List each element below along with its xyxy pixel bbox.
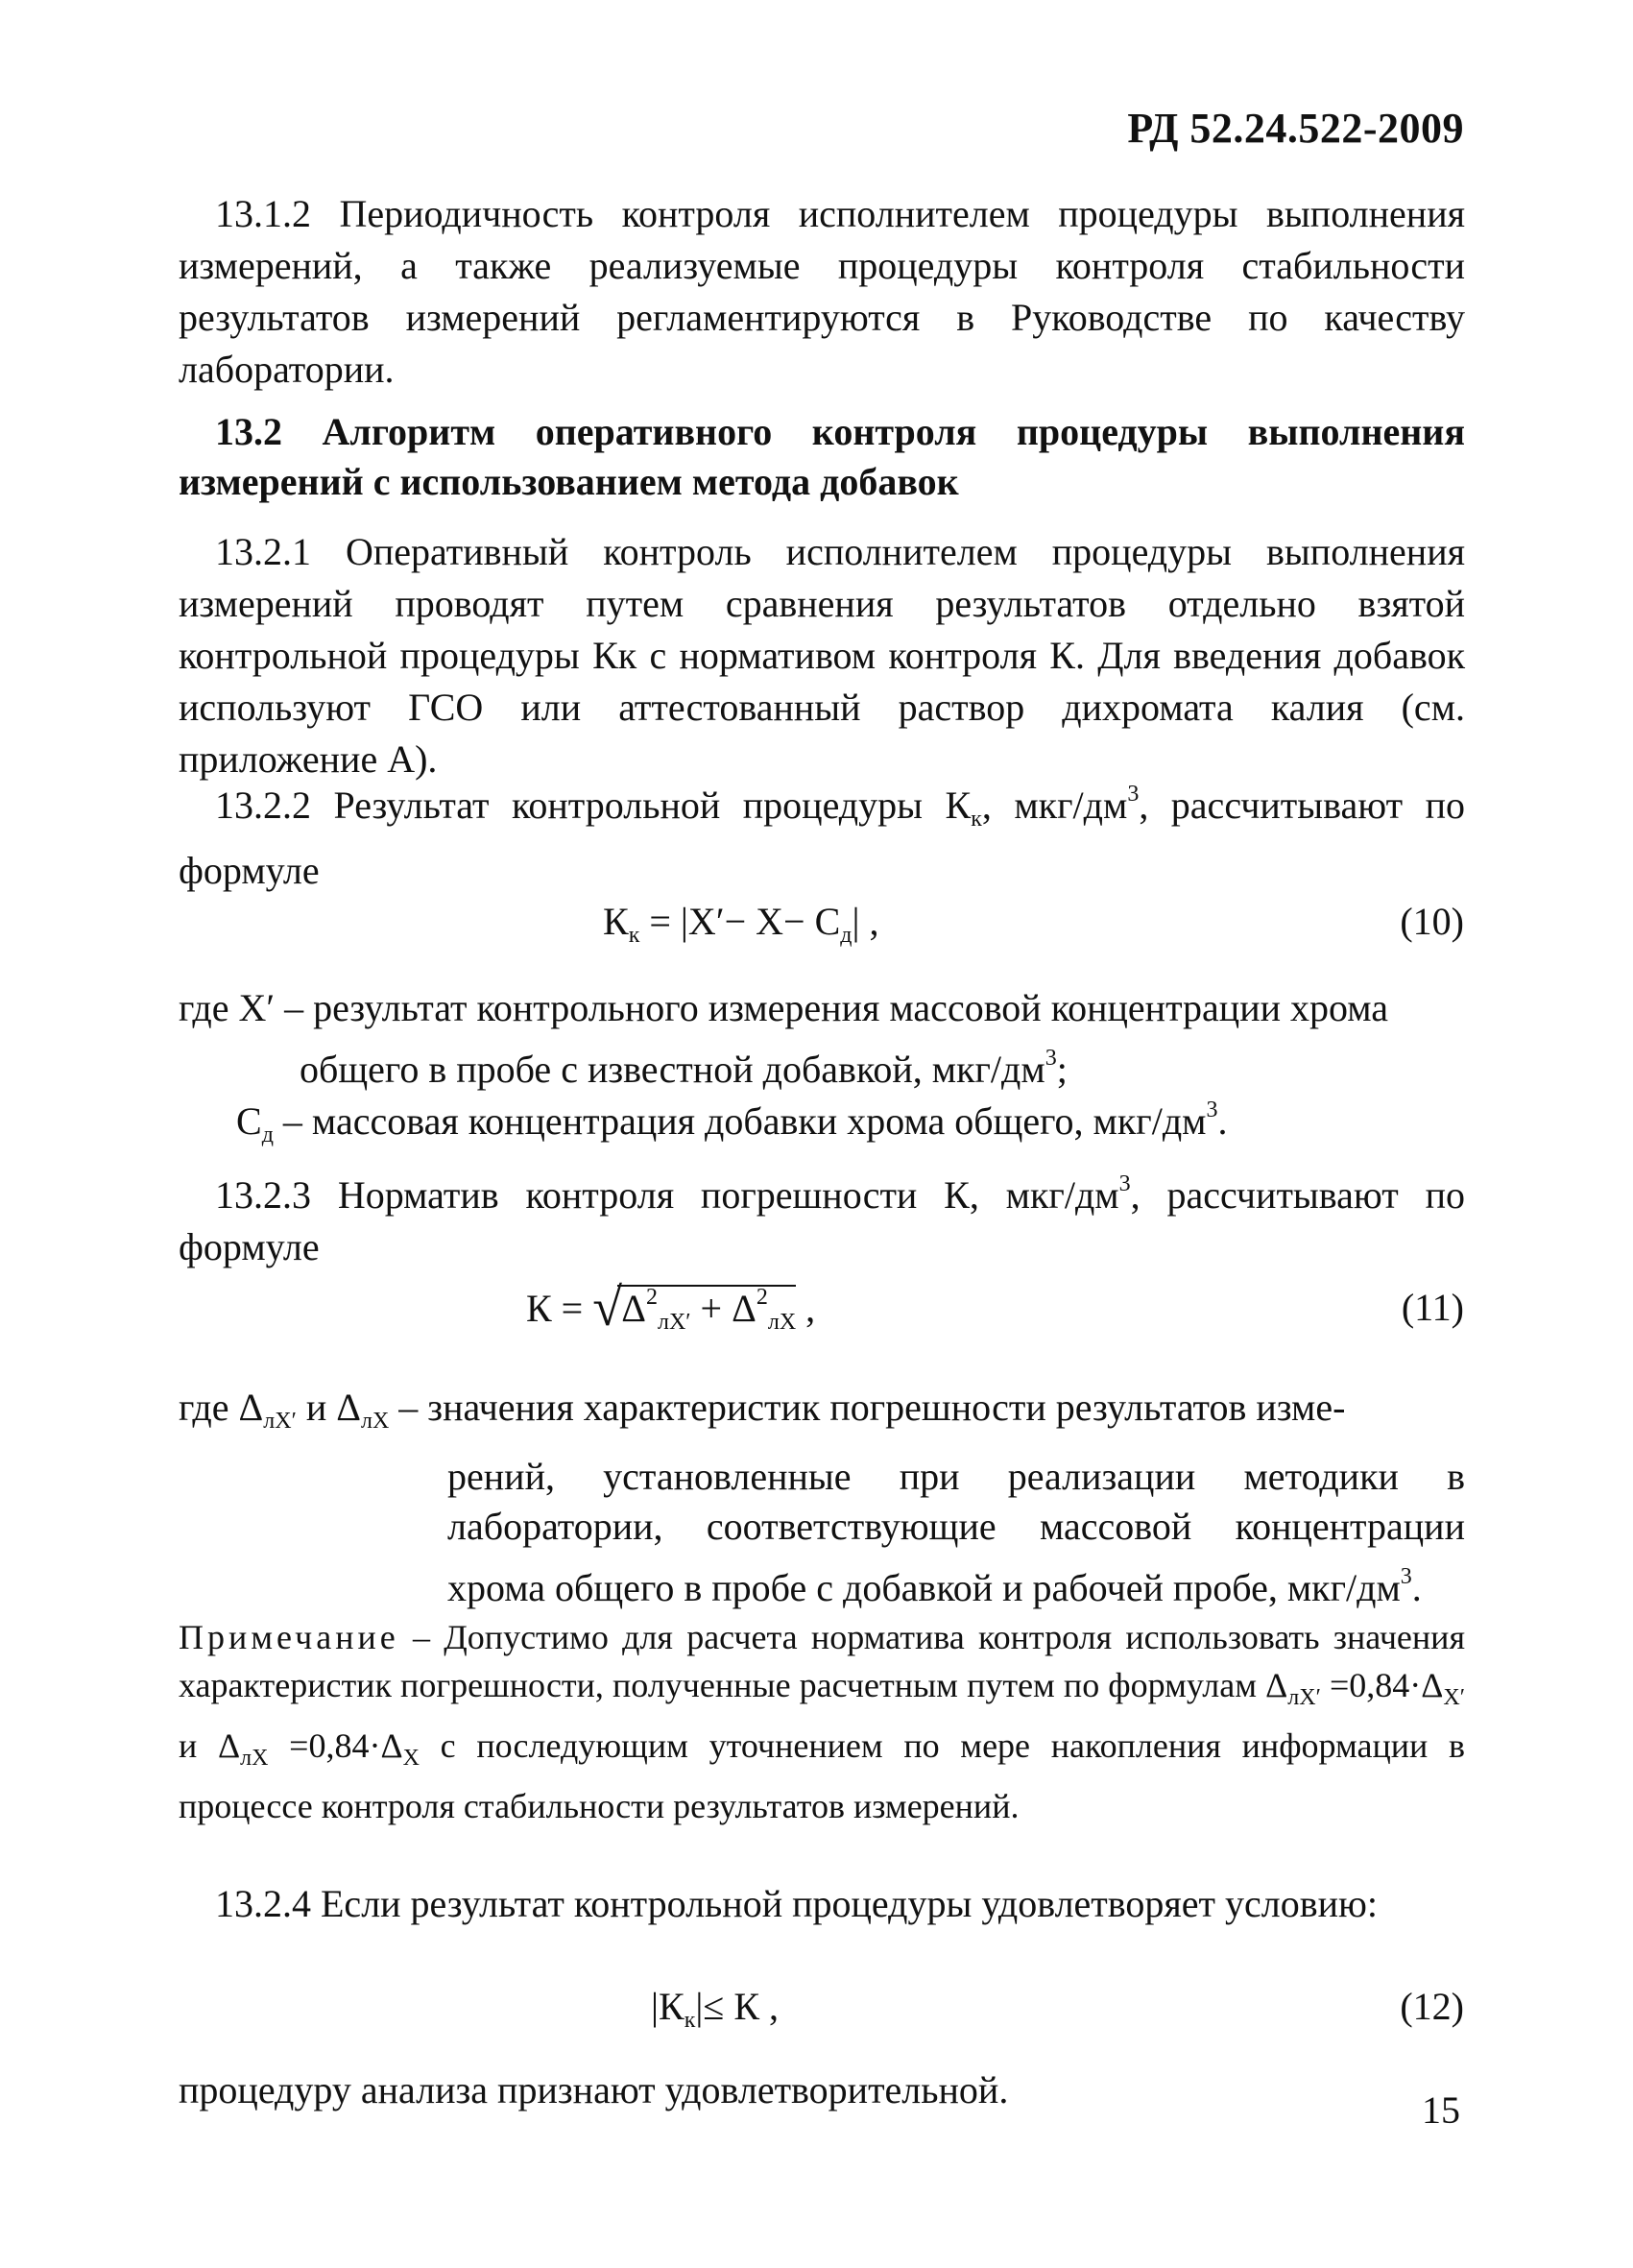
p1323-lead: 13.2.3 Норматив контроля погрешности К, мкг/дм	[215, 1173, 1119, 1217]
paragraph-13-2-3	[179, 1158, 1465, 1273]
definition-deltas-cont	[447, 1452, 1465, 1613]
f12-body: |≤ К ,	[695, 1985, 779, 2028]
def11-sym1: Δ	[238, 1386, 264, 1429]
f11-term1-sup: 2	[645, 1285, 658, 1310]
note-f2-sub2: X	[402, 1746, 420, 1771]
page-number: 15	[1422, 2088, 1460, 2132]
f10-left-sub: к	[628, 923, 640, 948]
p1322-sup: 3	[1127, 782, 1140, 807]
sqrt-expression	[592, 1278, 797, 1338]
p1322-after: , мкг/дм	[981, 784, 1128, 827]
definition-deltas	[179, 1383, 1465, 1446]
def10-row3-symbol: С	[236, 1099, 262, 1143]
def11-cont-end: .	[1411, 1566, 1422, 1609]
p1323-sup: 3	[1118, 1171, 1131, 1196]
p1323-tail: , рассчитывают по формуле	[179, 1173, 1465, 1268]
formula-10-number: (10)	[1400, 900, 1464, 943]
f11-term1-sub: лX′	[657, 1310, 691, 1335]
note-f1-mid: =0,84·Δ	[1320, 1666, 1444, 1704]
def10-row1: результат контрольного измерения массовой концентрации хрома	[313, 986, 1389, 1029]
def10-prefix: где X′ –	[179, 986, 314, 1029]
note-block	[179, 1613, 1465, 1830]
definition-c-d	[236, 1085, 1465, 1160]
def11-dash-text: – значения характеристик погрешности результатов изме-	[389, 1386, 1346, 1429]
p1322-tail: , рассчитывают по формуле	[179, 784, 1465, 892]
def10-row2-sup: 3	[1045, 1046, 1057, 1071]
note-f1-sub2: X′	[1443, 1685, 1465, 1710]
paragraph-final: процедуру анализа признают удовлетворительной.	[179, 2068, 1009, 2111]
paragraph-13-1-2: 13.1.2 Периодичность контроля исполнителем процедуры выполнения измерений, а также реализуемые процедуры контроля стабильности результатов измерений регламентируются в Руководстве по качеству лаборатории.	[179, 192, 1465, 391]
note-label: Примечание	[179, 1618, 399, 1656]
f10-end: | ,	[852, 900, 879, 943]
p1322-sub: к	[971, 807, 982, 832]
def11-and: и	[296, 1386, 337, 1429]
note-text2: с последующим уточнением по мере накопления информации в процессе контроля стабильности результатов измерений.	[179, 1726, 1465, 1825]
formula-12-row	[0, 1984, 1633, 2051]
f12-open: |К	[651, 1985, 684, 2028]
def11-prefix: где	[179, 1386, 239, 1429]
section-heading-13-2: 13.2 Алгоритм оперативного контроля процедуры выполнения измерений с использованием метода добавок	[179, 410, 1465, 503]
f10-body: = |X′− X− С	[639, 900, 841, 943]
note-f2-mid: =0,84·Δ	[268, 1726, 403, 1765]
paragraph-13-2-1: 13.2.1 Оперативный контроль исполнителем процедуры выполнения измерений проводят путем сравнения результатов отдельно взятой контрольной процедуры Кк с нормативом контроля К. Для введения добавок используют ГСО или аттестованный раствор дихромата калия (см. приложение А).	[179, 530, 1465, 781]
f11-term2: Δ	[732, 1287, 756, 1330]
def10-row3-sup: 3	[1206, 1098, 1218, 1122]
paragraph-13-2-4: 13.2.4 Если результат контрольной процедуры удовлетворяет условию:	[215, 1882, 1379, 1925]
f11-term2-sub: лX	[767, 1310, 797, 1335]
f10-body-sub: д	[840, 923, 853, 948]
f11-end: ,	[805, 1287, 816, 1330]
note-f2: Δ	[217, 1726, 241, 1765]
def11-sym2-sub: лX	[360, 1409, 390, 1434]
def10-row3-text: – массовая концентрация добавки хрома общего, мкг/дм	[273, 1099, 1207, 1143]
note-f1-sub: лX′	[1287, 1685, 1321, 1710]
sqrt-bar	[617, 1285, 796, 1287]
def10-row3-sub: д	[261, 1122, 274, 1147]
note-text1: – Допустимо для расчета норматива контроля использовать значения характеристик погрешности, полученные расчетным путем по формулам	[179, 1618, 1465, 1704]
f11-term2-sup: 2	[756, 1285, 768, 1310]
f11-left: К =	[526, 1287, 593, 1330]
note-and: и	[179, 1726, 218, 1765]
note-f1: Δ	[1265, 1666, 1288, 1704]
document-code: РД 52.24.522-2009	[1127, 105, 1464, 152]
def11-cont-sup: 3	[1400, 1564, 1412, 1589]
formula-11-number: (11)	[1401, 1286, 1464, 1329]
formula-12-number: (12)	[1400, 1985, 1464, 2028]
formula-12	[651, 1984, 779, 2034]
definition-x-prime	[179, 983, 1465, 1033]
f11-term1: Δ	[621, 1287, 646, 1330]
def11-continuation: рений, установленные при реализации методики в лаборатории, соответствующие массовой концентрации хрома общего в пробе с добавкой и рабочей пробе, мкг/дм	[447, 1455, 1465, 1609]
formula-11-row	[0, 1278, 1633, 1371]
def11-sym1-sub: лX′	[263, 1409, 297, 1434]
paragraph-13-2-2	[179, 768, 1465, 897]
def10-row2-end: ;	[1056, 1048, 1068, 1091]
note-f2-sub: лX	[240, 1746, 269, 1771]
formula-10-row	[0, 899, 1633, 966]
def10-row3-end: .	[1217, 1099, 1228, 1143]
def10-row2: общего в пробе с известной добавкой, мкг/дм	[300, 1048, 1045, 1091]
sqrt-icon: √	[592, 1278, 622, 1338]
formula-10	[603, 899, 878, 949]
def11-sym2: Δ	[336, 1386, 361, 1429]
f10-left: К	[603, 900, 629, 943]
formula-11	[526, 1278, 816, 1338]
f12-sub: к	[684, 2008, 696, 2033]
f11-plus: +	[690, 1287, 732, 1330]
p1322-lead: 13.2.2 Результат контрольной процедуры К	[215, 784, 972, 827]
